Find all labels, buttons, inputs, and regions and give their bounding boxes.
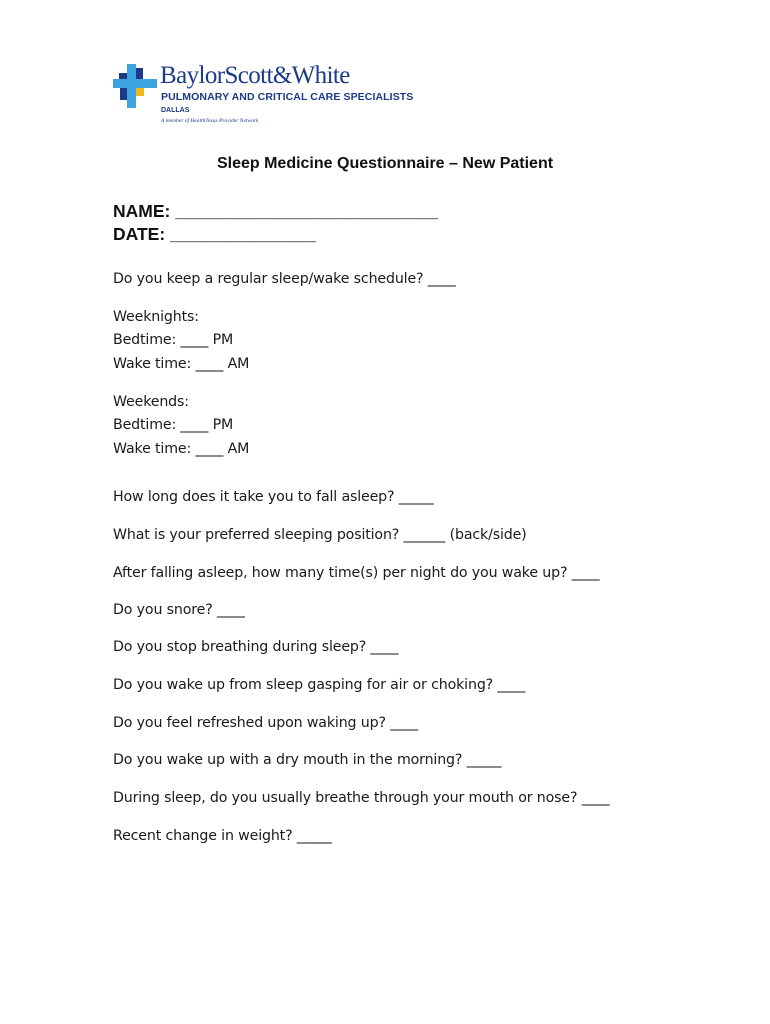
city-name: DALLAS <box>161 107 190 114</box>
weeknights-bedtime: Bedtime: ____ PM <box>113 332 234 348</box>
network-tagline: A member of HealthTexas Provider Network <box>161 118 259 124</box>
name-field: NAME: ___________________________ <box>113 201 438 221</box>
question-stop-breathing: Do you stop breathing during sleep? ____ <box>113 639 399 655</box>
weeknights-wake-time: Wake time: ____ AM <box>113 356 250 372</box>
weekends-wake-time: Wake time: ____ AM <box>113 441 250 457</box>
cross-logo-icon <box>113 64 157 108</box>
date-field: DATE: _______________ <box>113 224 317 244</box>
question-snore: Do you snore? ____ <box>113 602 245 618</box>
question-sleeping-position: What is your preferred sleeping position? ______ (back/side) <box>113 527 527 543</box>
question-gasping: Do you wake up from sleep gasping for air or choking? ____ <box>113 677 526 693</box>
weeknights-heading: Weeknights: <box>113 309 199 325</box>
question-weight-change: Recent change in weight? _____ <box>113 828 332 844</box>
question-night-wakings: After falling asleep, how many time(s) per night do you wake up? ____ <box>113 565 600 581</box>
brand-name: BaylorScott&White <box>160 62 350 89</box>
question-regular-schedule: Do you keep a regular sleep/wake schedule? ____ <box>113 271 456 287</box>
question-mouth-or-nose: During sleep, do you usually breathe through your mouth or nose? ____ <box>113 790 610 806</box>
department-name: PULMONARY AND CRITICAL CARE SPECIALISTS <box>161 91 414 103</box>
weekends-heading: Weekends: <box>113 394 189 410</box>
clinic-logo <box>113 62 433 132</box>
question-refreshed: Do you feel refreshed upon waking up? ____ <box>113 715 418 731</box>
weekends-bedtime: Bedtime: ____ PM <box>113 417 234 433</box>
question-fall-asleep-time: How long does it take you to fall asleep? _____ <box>113 489 434 505</box>
page-title: Sleep Medicine Questionnaire – New Patient <box>216 155 554 172</box>
question-dry-mouth: Do you wake up with a dry mouth in the morning? _____ <box>113 752 502 768</box>
